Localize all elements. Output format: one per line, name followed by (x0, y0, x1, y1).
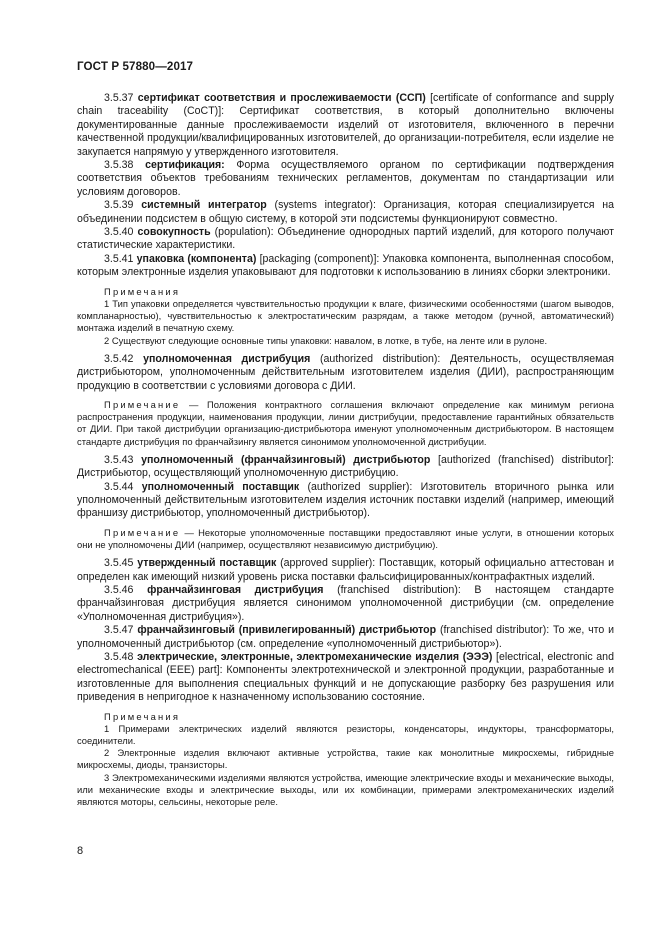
term-3-5-40 (77, 226, 614, 253)
note-text: — Положения контрактного соглашения включают определение как минимум региона распространения продукции, наименования продукции, линии дистрибуции, предоставление гарантийных обязательств от ДИИ. При такой дистрибуции организацию-дистрибьютора именуют уполномоченным дистрибьютором. В настоящем стандарте дистрибуция по франчайзингу является синонимом уполномоченной дистрибуции. (77, 398, 614, 447)
notes-heading: Примечания (104, 710, 181, 722)
term-title: сертификация: (145, 159, 225, 172)
term-3-5-43 (77, 454, 614, 481)
term-number: 3.5.39 (104, 199, 134, 212)
page-number: 8 (77, 845, 84, 857)
term-3-5-39 (77, 199, 614, 226)
term-3-5-44 (77, 481, 614, 521)
note-3-5-44 (77, 527, 614, 551)
note-item: 3 Электромеханическими изделиями являются устройства, имеющие электрические входы и механические выходы, или механические входы и электрические выходы, или их комбинации, примерами электромеханических изделий являются моторы, сельсины, некоторые реле. (77, 771, 614, 808)
term-3-5-41 (77, 253, 614, 280)
term-number: 3.5.38 (104, 159, 134, 172)
term-3-5-46 (77, 584, 614, 624)
term-definition: (franchised distribution): В настоящем стандарте франчайзинговая дистрибуция является синонимом уполномоченной дистрибуции (см. определение «Уполномоченная дистрибуция»). (77, 583, 614, 623)
term-number: 3.5.44 (104, 480, 134, 493)
term-title: электрические, электронные, электромеханические изделия (ЭЭЭ) (137, 651, 493, 664)
term-title: системный интегратор (141, 199, 267, 212)
term-definition: (approved supplier): Поставщик, который официально аттестован и определен как имеющий низкий уровень риска поставки фальсифицированных/контрафактных изделий. (77, 557, 614, 583)
term-title: уполномоченная дистрибуция (143, 352, 311, 365)
term-3-5-47 (77, 624, 614, 651)
term-number: 3.5.46 (104, 583, 134, 596)
term-number: 3.5.47 (104, 624, 134, 637)
notes-3-5-41 (77, 286, 614, 347)
note-item: 1 Тип упаковки определяется чувствительностью продукции к влаге, физическими особенностями (шагом выводов, компланарностью), чувствительностью к электростатическим разрядам, а также методом (ручной, автоматический) монтажа изделий в печатную схему. (77, 297, 614, 334)
term-definition: [certificate of conformance and supply chain traceability (CoCT)]: Сертификат соответствия, в который дополнительно включены документированные данные прослеживаемости изделий от изготовителя, включенного в перечни качественной продукции/квалифицированных изготовителей, до организации-потребителя, если изделие не закупается напрямую у утвержденного изготовителя. (77, 92, 614, 158)
term-title: упаковка (компонента) (136, 252, 257, 265)
term-title: франчайзинговый (привилегированный) дистрибьютор (137, 624, 437, 637)
term-definition: (authorized supplier): Изготовитель вторичного рынка или уполномоченный действительным изготовителем изделия источник поставки изделий (например, имеющий франшизу дистрибьютор, уполномоченный дистрибьютор). (77, 480, 615, 520)
term-3-5-42 (77, 353, 614, 393)
term-title: совокупность (137, 226, 211, 239)
notes-3-5-48 (77, 711, 614, 809)
notes-heading: Примечания (104, 285, 181, 297)
term-number: 3.5.42 (104, 352, 134, 365)
term-3-5-48 (77, 651, 614, 705)
term-number: 3.5.45 (104, 557, 134, 570)
note-text: — Некоторые уполномоченные поставщики предоставляют иные услуги, в отношении которых они не уполномочены ДИИ (например, осуществляют независимую дистрибуцию). (77, 526, 614, 550)
term-definition: (franchised distributor): То же, что и уполномоченный дистрибьютор (см. определение «уполномоченный дистрибьютор»). (77, 624, 615, 650)
term-number: 3.5.37 (104, 92, 134, 104)
note-3-5-42 (77, 399, 614, 448)
term-definition: [authorized (franchised) distributor]: Дистрибьютор, осуществляющий уполномоченную дистрибуцию. (77, 453, 614, 480)
term-3-5-38 (77, 159, 614, 199)
term-title: утвержденный поставщик (137, 557, 277, 570)
note-item: 2 Существуют следующие основные типы упаковки: навалом, в лотке, в тубе, на ленте или в рулоне. (104, 334, 548, 346)
term-number: 3.5.43 (104, 453, 134, 466)
term-number: 3.5.40 (104, 226, 134, 239)
term-number: 3.5.41 (104, 252, 134, 265)
term-definition: (authorized distribution): Деятельность, осуществляемая дистрибьютором, уполномоченным действительным изготовителем изделия (ДИИ), распространяющим продукцию в соответствии с условиями договора с ДИИ. (77, 352, 614, 392)
term-title: уполномоченный (франчайзинговый) дистрибьютор (141, 453, 431, 466)
term-title: уполномоченный поставщик (141, 480, 300, 493)
term-number: 3.5.48 (104, 651, 134, 664)
note-item: 2 Электронные изделия включают активные устройства, такие как монолитные микросхемы, гибридные микросхемы, диоды, транзисторы. (77, 747, 614, 771)
term-definition: Форма осуществляемого органом по сертификации подтверждения соответствия объектов требованиям технических регламентов, документам по стандартизации или условиям договоров. (77, 159, 614, 198)
term-definition: (systems integrator): Организация, которая специализируется на объединении подсистем в общую систему, в которой эти подсистемы функционируют совместно. (77, 199, 614, 225)
term-definition: [packaging (component)]: Упаковка компонента, выполненная способом, которым электронные изделия упаковывают для подготовки к использованию в линиях сборки электроники. (77, 252, 614, 279)
note-item: 1 Примерами электрических изделий являются резисторы, конденсаторы, индукторы, трансформаторы, соединители. (77, 722, 614, 747)
term-title: франчайзинговая дистрибуция (147, 583, 324, 596)
note-label: Примечание (104, 398, 181, 410)
note-label: Примечание (104, 526, 181, 538)
document-content (77, 92, 614, 808)
term-3-5-37 (77, 92, 614, 159)
term-title: сертификат соответствия и прослеживаемости (ССП) (137, 92, 426, 104)
term-definition: [electrical, electronic and electromechanical (EEE) part]: Компоненты электротехнической и электронной продукции, разработанные и изготовленные для выполнения специальных функций и не допускающие разборку без разрушения или приведения в непригодное к назначенному использованию состояние. (77, 651, 614, 704)
term-3-5-45 (77, 557, 614, 584)
standard-header: ГОСТ Р 57880—2017 (77, 60, 194, 73)
term-definition: (population): Объединение однородных партий изделий, для которого получают статистические характеристики. (77, 226, 614, 252)
